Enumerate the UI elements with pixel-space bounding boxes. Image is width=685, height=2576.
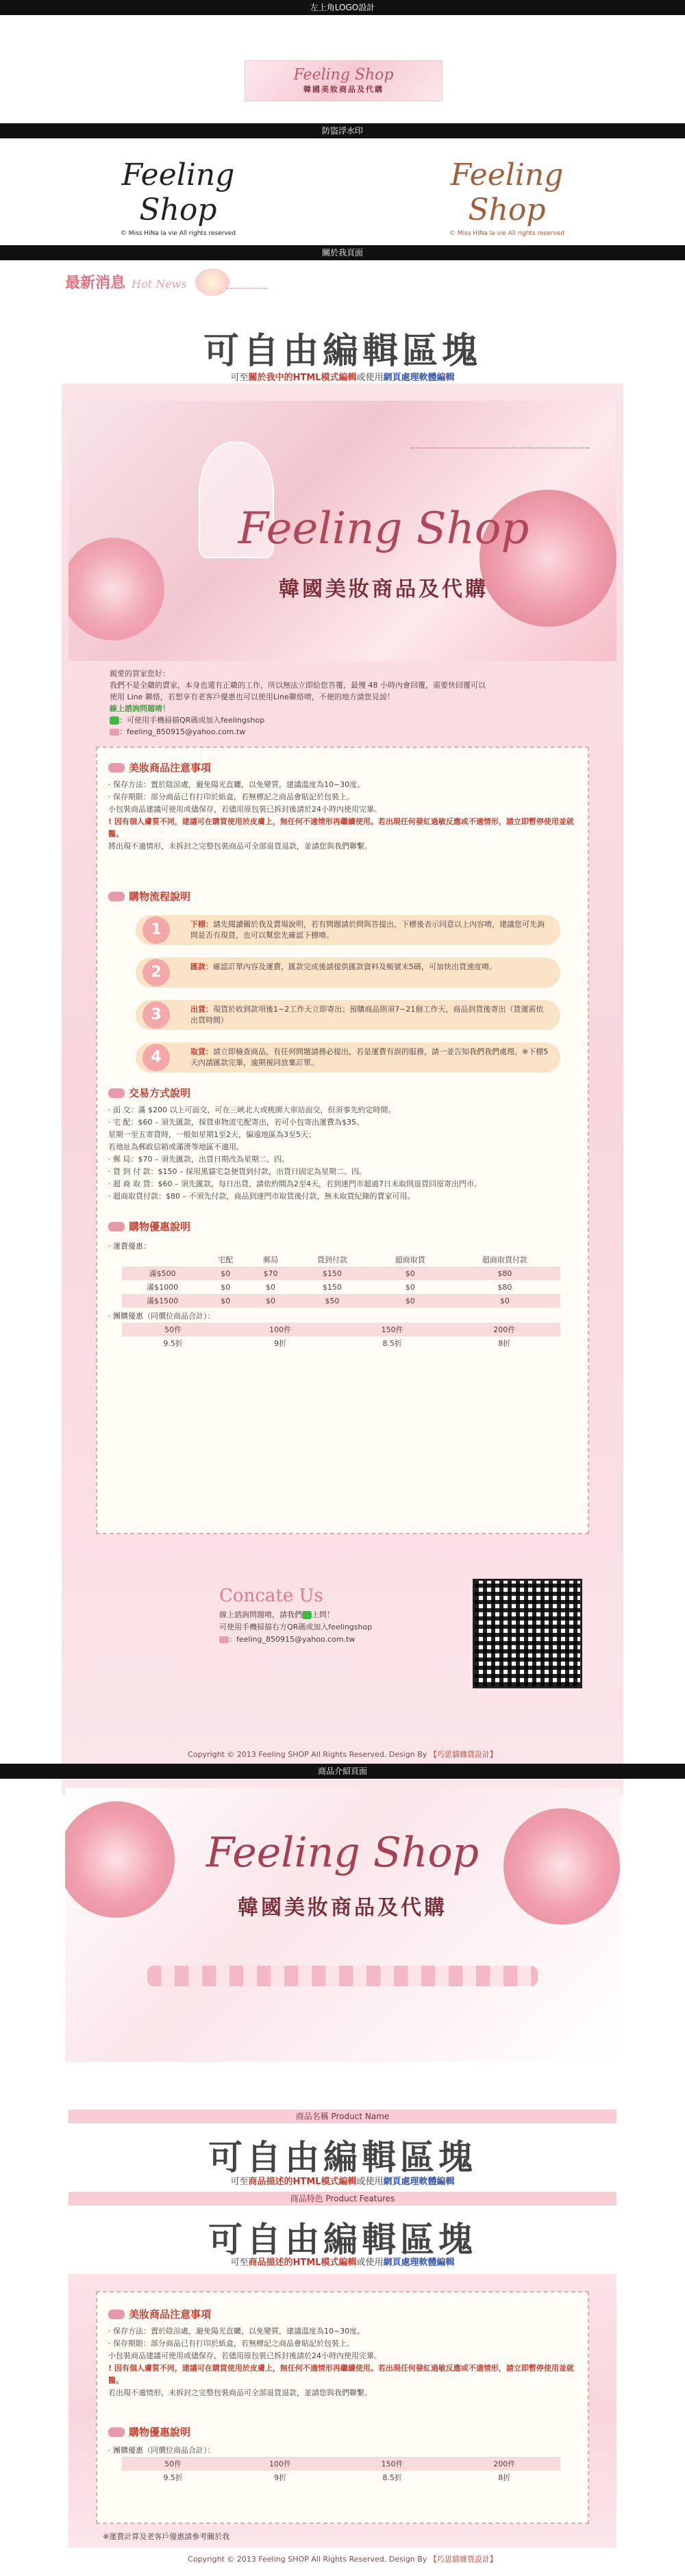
mail-icon (219, 1636, 229, 1643)
shipping-title: 交易方式說明 (129, 1087, 191, 1099)
banner-script: Feeling Shop (238, 503, 530, 554)
about-banner (68, 401, 616, 661)
qty-discount-label: ‧ 團購優惠（同價位商品合計）： (108, 1312, 215, 1321)
bow-icon (108, 763, 125, 773)
rose-left-icon (65, 1801, 175, 1918)
product-name-label: 商品名稱 Product Name (68, 2110, 616, 2123)
bow-icon (108, 892, 125, 901)
product-banner-script: Feeling Shop (206, 1829, 480, 1877)
dotted-divider (226, 288, 267, 295)
product-qty-table: 50件 100件 150件 200件 9.5折 9折 8.5折 8折 (122, 2457, 560, 2484)
watermark-black-copyright: © Miss HiNa la vie All rights reserved (120, 230, 236, 237)
process-step: 2 匯款：確認訂單內容及運費，匯款完成後請提供匯款資料及帳號末5碼，可加快出貨速度唷。 (136, 958, 560, 988)
process-step: 4 取貨：請立即檢查商品，有任何問題請務必提出，若是運費有誤的服務，請一並告知我們我們處理。※下標5天內請匯款完畢，逾期視同放棄訂單。 (136, 1042, 560, 1073)
product-features-editable: 可自由編輯區塊 (208, 2220, 477, 2260)
rose-left-icon (68, 538, 164, 640)
about-editable-note: 可至關於我中的HTML模式編輯或使用網頁處理軟體編輯 (230, 373, 455, 383)
process-title: 購物流程說明 (129, 890, 191, 903)
table-row: 滿$1500 $0 $0 $50 $0 $0 (122, 1294, 560, 1308)
bow-icon (108, 1088, 125, 1098)
discount-section (108, 1219, 574, 1350)
qty-discount-table: 50件 100件 150件 200件 9.5折 9折 8.5折 8折 (122, 1323, 560, 1350)
product-name-note: 可至商品描述的HTML模式編輯或使用網頁處理軟體編輯 (230, 2177, 455, 2187)
logo-banner (245, 60, 443, 101)
concate-title: Concate Us (219, 1586, 323, 1606)
product-banner (65, 1788, 620, 2062)
news-heading-text: 最新消息 (65, 275, 126, 292)
contact-heading: 線上諮詢問題唷！ (110, 704, 170, 713)
watermark-brown-text: Feeling Shop (450, 158, 564, 227)
bow-icon (108, 2427, 125, 2437)
line-icon (110, 716, 119, 725)
bunting-decoration (411, 428, 589, 449)
bow-icon (108, 1222, 125, 1231)
shipping-discount-label: ‧ 運費優惠： (108, 1242, 151, 1251)
process-step: 1 下標：請先閱讀關於我及賣場說明，若有問題請於問與答提出，下標後表示同意以上內容唷，建議您可先詢問是否有現貨，也可以幫您先確認下標唷。 (136, 915, 560, 945)
watermark-black-text: Feeling Shop (121, 158, 235, 227)
watermark-brown (425, 158, 589, 240)
watermark-brown-copyright: © Miss HiNa la vie All rights reserved (449, 230, 565, 237)
product-section-label: 商品介紹頁面 (0, 1764, 685, 1779)
mail-icon (110, 729, 119, 736)
notes-warning: ! 因有個人膚質不同，建議可在購買使用於皮膚上，無任何不適情形再繼續使用。若出現任何發紅過敏反應或不適情形，請立即暫停使用並就醫。 (108, 817, 574, 838)
notes-section: 美妝商品注意事項 ‧ 保存方法：置於陰涼處，避免陽光直曬，以免變質，建議溫度為10~30度。 ‧ 保存期限：部分商品已有打印於紙盒，若無標記之商品會貼記於包裝上。 小包裝商品建議可使用或儘保存，若儘用原包裝已拆封後請於24小時內使用完畢。 ! 因有個人膚質不同，建議可在購買使用於皮膚上，無任何不適情形再繼續使用。若出現任何發紅過敏反應或不適情形，請立即暫停使用並就醫。 將出現不適情形，未拆封之完整包裝商品可全部退貨退款，並請您與我們聯繫。 (108, 762, 574, 851)
about-section-label: 關於我頁面 (0, 245, 685, 260)
product-discount-title: 購物優惠說明 (129, 2426, 191, 2438)
product-shipping-note: ※運費計算及老客戶優惠請參考關於我 (103, 2532, 230, 2541)
flower-decoration (195, 268, 229, 296)
product-name-editable: 可自由編輯區塊 (208, 2138, 477, 2177)
table-row: 滿$500 $0 $70 $150 $0 $80 (122, 1266, 560, 1280)
watermark-section-label: 防盜浮水印 (0, 123, 685, 138)
qr-code (473, 1579, 582, 1688)
notes-title: 美妝商品注意事項 (129, 762, 212, 774)
product-notes-title: 美妝商品注意事項 (129, 2308, 212, 2321)
rose-right-icon (503, 1808, 620, 1925)
shipping-discount-table: 宅配 郵局 貨到付款 超商取貨 超商取貨付款 滿$500 $0 $70 $150 $0 $80 滿$1000 $0 $0 $150 $0 $80 滿$1500 $0 $0 $50 $0 $0 (122, 1253, 560, 1308)
product-notes-section: 美妝商品注意事項 ‧ 保存方法：置於陰涼處，避免陽光直曬，以免變質，建議溫度為10~30度。 ‧ 保存期限：部分商品已有打印於紙盒，若無標記之商品會貼記於包裝上。 小包裝商品建議可使用或儘保存，若儘用原包裝已拆封後請於24小時內使用完畢。 ! 因有個人膚質不同，建議可在購買使用於皮膚上，無任何不適情形再繼續使用。若出現任何發紅過敏反應或不適情形，請立即暫停使用並就醫。 若出現不適情形，未拆封之完整包裝商品可全部退貨退款，並請您與我們聯繫。 (108, 2308, 574, 2397)
logo-tagline: 韓國美妝商品及代購 (303, 85, 384, 94)
watermark-black (96, 158, 260, 240)
banner-tagline: 韓國美妝商品及代購 (279, 577, 488, 601)
discount-title: 購物優惠說明 (129, 1221, 191, 1233)
logo-script: Feeling Shop (293, 66, 394, 84)
product-features-note: 可至商品描述的HTML模式編輯或使用網頁處理軟體編輯 (230, 2258, 455, 2268)
shipping-section: 交易方式說明 ‧ 面 交：滿 $200 以上可面交，可在三峽北大或桃園大車站面交，但須事先約定時間。 ‧ 宅 配：$60 – 須先匯款，採貨車物流宅配寄出，若可小包寄出運費為$35。 星期一至五寄貨時，一般如星期1至2天，偏遠地區為3至5天； 若地址為郵政信箱或滿滑等地區不適用。 ‧ 郵 局：$70 – 須先匯款，出貨日期改為星期二、四。 ‧ 貨 到 付 款：$150 – 採用黑貓宅急便貨到付款，出貨日固定為星期二、四。 ‧ 超 商 取 貨：$60 – 須先匯款，每日出貨，請依約間為2至4天，若到達門市超過7日未取則退貨回原寄出門市。 ‧ 超商取貨付款：$80 – 不須先付款，商品到達門市取貨後付款，無未取貨紀錄的賣家可用。 (108, 1087, 482, 1201)
logo-section-label: 左上角LOGO設計 (0, 0, 685, 15)
bow-icon (108, 2310, 125, 2319)
news-heading-script: Hot News (132, 277, 187, 290)
greeting-block: 親愛的買家您好： 我們不是全職的賣家，本身也還有正職的工作，所以無法立即給您答覆，最慢 48 小時內會回覆，需要快回覆可以 使用 Line 聯絡，若想享有老客戶優惠也可以使用Line聯絡唷，不便的地方請您見諒！ 線上諮詢問題唷！ ：可使用手機掃描QR碼或加入feelingshop ：feeling_850915@yahoo.com.tw (110, 668, 589, 738)
about-editable-title: 可自由編輯區塊 (203, 331, 482, 372)
concate-section: Concate Us 線上諮詢問題唷，請我們 上問！ 可使用手機掃描右方QR碼或加入feelingshop ：feeling_850915@yahoo.com.tw (219, 1586, 480, 1646)
line-icon (302, 1611, 312, 1619)
lace-divider (147, 1966, 538, 1986)
email-contact: ：feeling_850915@yahoo.com.tw (119, 727, 246, 736)
product-features-label: 商品特色 Product Features (68, 2192, 616, 2205)
line-contact: ：可使用手機掃描QR碼或加入feelingshop (119, 716, 265, 725)
product-discount-section: 購物優惠說明 ‧ 團購優惠（同價位商品合計）： 50件 100件 150件 200件 9.5折 9折 8.5折 8折 (108, 2425, 574, 2484)
process-step: 3 出貨：現貨於收到款項後1~2工作天立即寄出；預購商品則須7~21個工作天，商品到貨後寄出（貨運需依出貨時間） (136, 1000, 560, 1030)
product-footer: Copyright © 2013 Feeling SHOP All Rights Reserved. Design By 【巧思貓雜貨設計】 (188, 2555, 497, 2564)
table-row: 滿$1000 $0 $0 $150 $0 $80 (147, 1282, 512, 1292)
about-footer: Copyright © 2013 Feeling SHOP All Rights Reserved. Design By 【巧思貓雜貨設計】 (188, 1750, 497, 1759)
product-banner-tagline: 韓國美妝商品及代購 (238, 1896, 447, 1920)
